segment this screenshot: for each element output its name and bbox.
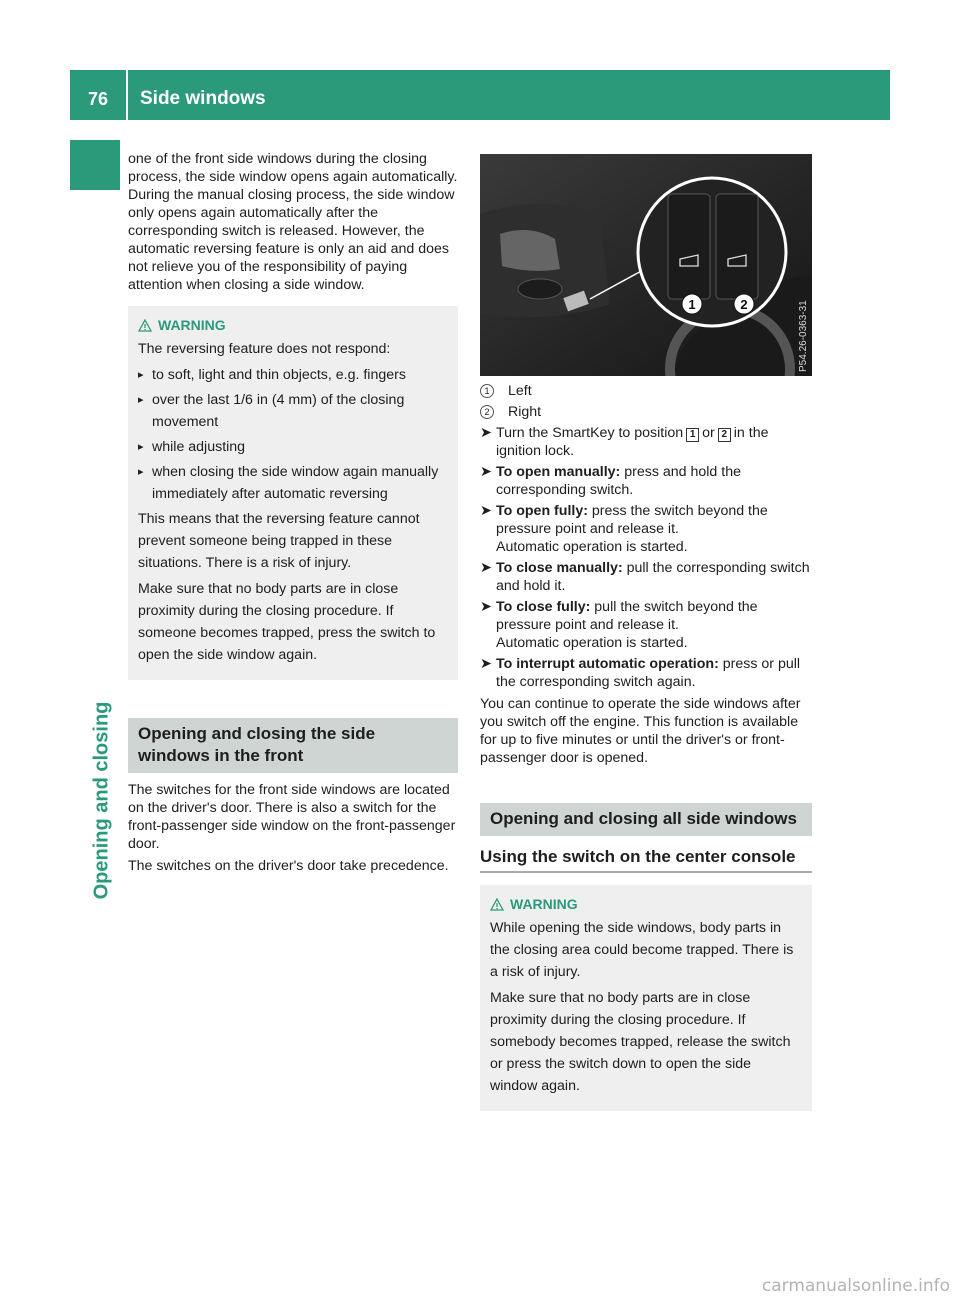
callout-text: Right: [508, 404, 542, 420]
warning-title: WARNING: [510, 896, 578, 912]
image-code: P54.26-0363-31: [798, 300, 809, 372]
door-switch-illustration: [480, 154, 812, 376]
warning-paragraph: While opening the side windows, body parts in the closing area could become trapped. There is a risk of injury.: [490, 920, 794, 980]
step-arrow-icon: ➤: [480, 425, 492, 441]
warning-header: [138, 314, 448, 336]
step-arrow-icon: ➤: [480, 464, 492, 480]
warning-title: WARNING: [158, 317, 226, 333]
intro-paragraph: one of the front side windows during the closing process, the side window opens again automatically. During the manual closing process, the side window only opens again automatically after the corresponding switch is released. However, the automatic reversing feature is only an aid and does not relieve you of the responsibility of paying attention when closing a side window.: [128, 151, 458, 293]
chapter-marker: [70, 140, 120, 190]
body-paragraph: The switches for the front side windows are located on the driver's door. There is also a switch for the front-passenger side window on the front-passenger door.: [128, 782, 456, 852]
page-number: 76: [87, 89, 109, 109]
warning-triangle-icon: [490, 898, 504, 911]
body-paragraph: The switches on the driver's door take precedence.: [128, 858, 449, 874]
body-paragraph: You can continue to operate the side windows after you switch off the engine. This function is available for up to five minutes or until the driver's or front-passenger door is opened.: [480, 696, 801, 766]
callout-text: Left: [508, 383, 532, 399]
callout-item: [480, 403, 812, 421]
callout-list: [480, 382, 812, 421]
step-arrow-icon: ➤: [480, 503, 492, 519]
footer-watermark: carmanualsonline.info: [761, 1276, 950, 1296]
key-position-1: 1: [686, 428, 699, 442]
section-heading: Opening and closing the side windows in the front: [128, 718, 458, 773]
warning-triangle-icon: [138, 319, 152, 332]
callout-item: [480, 382, 812, 400]
step-item: ➤ To close manually: pull the corresponding switch and hold it.: [480, 560, 810, 594]
left-column: [128, 150, 458, 879]
warning-box: [128, 306, 458, 680]
sub-heading: Using the switch on the center console: [480, 846, 812, 873]
step-item: ➤ Turn the SmartKey to position 1 or 2 in the ignition lock.: [480, 425, 769, 459]
warning-paragraph: This means that the reversing feature cannot prevent someone being trapped in these situations. There is a risk of injury.: [138, 511, 420, 571]
right-column: [480, 154, 812, 1111]
bullet-item: ▸ to soft, light and thin objects, e.g. fingers: [138, 364, 448, 386]
bullet-item: ▸ when closing the side window again manually immediately after automatic reversing: [138, 461, 448, 505]
step-arrow-icon: ➤: [480, 656, 492, 672]
warning-paragraph: Make sure that no body parts are in close proximity during the closing procedure. If somebody becomes trapped, release the switch or press the switch down to open the side window again.: [490, 990, 791, 1094]
step-item: ➤ To open fully: press the switch beyond the pressure point and release it. Automatic operation is started.: [480, 503, 768, 555]
image-label-2: 2: [740, 297, 748, 312]
step-item: ➤ To close fully: pull the switch beyond the pressure point and release it. Automatic operation is started.: [480, 599, 758, 651]
bullet-item: ▸ over the last 1/6 in (4 mm) of the closing movement: [138, 389, 448, 433]
warning-paragraph: Make sure that no body parts are in close proximity during the closing procedure. If someone becomes trapped, press the switch to open the side window again.: [138, 581, 436, 663]
section-title: Side windows: [140, 88, 266, 109]
key-position-2: 2: [718, 428, 731, 442]
callout-number: 1: [480, 384, 494, 398]
bullet-item: ▸ while adjusting: [138, 436, 448, 458]
warning-bullets: [138, 364, 448, 505]
warning-lead: The reversing feature does not respond:: [138, 341, 391, 357]
step-arrow-icon: ➤: [480, 599, 492, 615]
header-divider: [126, 70, 128, 120]
step-item: ➤ To open manually: press and hold the corresponding switch.: [480, 464, 741, 498]
page-header: [70, 70, 890, 120]
step-arrow-icon: ➤: [480, 560, 492, 576]
section-heading: Opening and closing all side windows: [480, 803, 812, 836]
callout-number: 2: [480, 405, 494, 419]
step-item: ➤ To interrupt automatic operation: press or pull the corresponding switch again.: [480, 656, 801, 690]
image-label-1: 1: [688, 297, 696, 312]
warning-box: [480, 885, 812, 1111]
warning-header: [490, 893, 802, 915]
chapter-label: [82, 600, 122, 1000]
chapter-label-text: Opening and closing: [90, 701, 113, 899]
instruction-steps: [480, 424, 812, 691]
window-switch-photo: [480, 154, 812, 376]
